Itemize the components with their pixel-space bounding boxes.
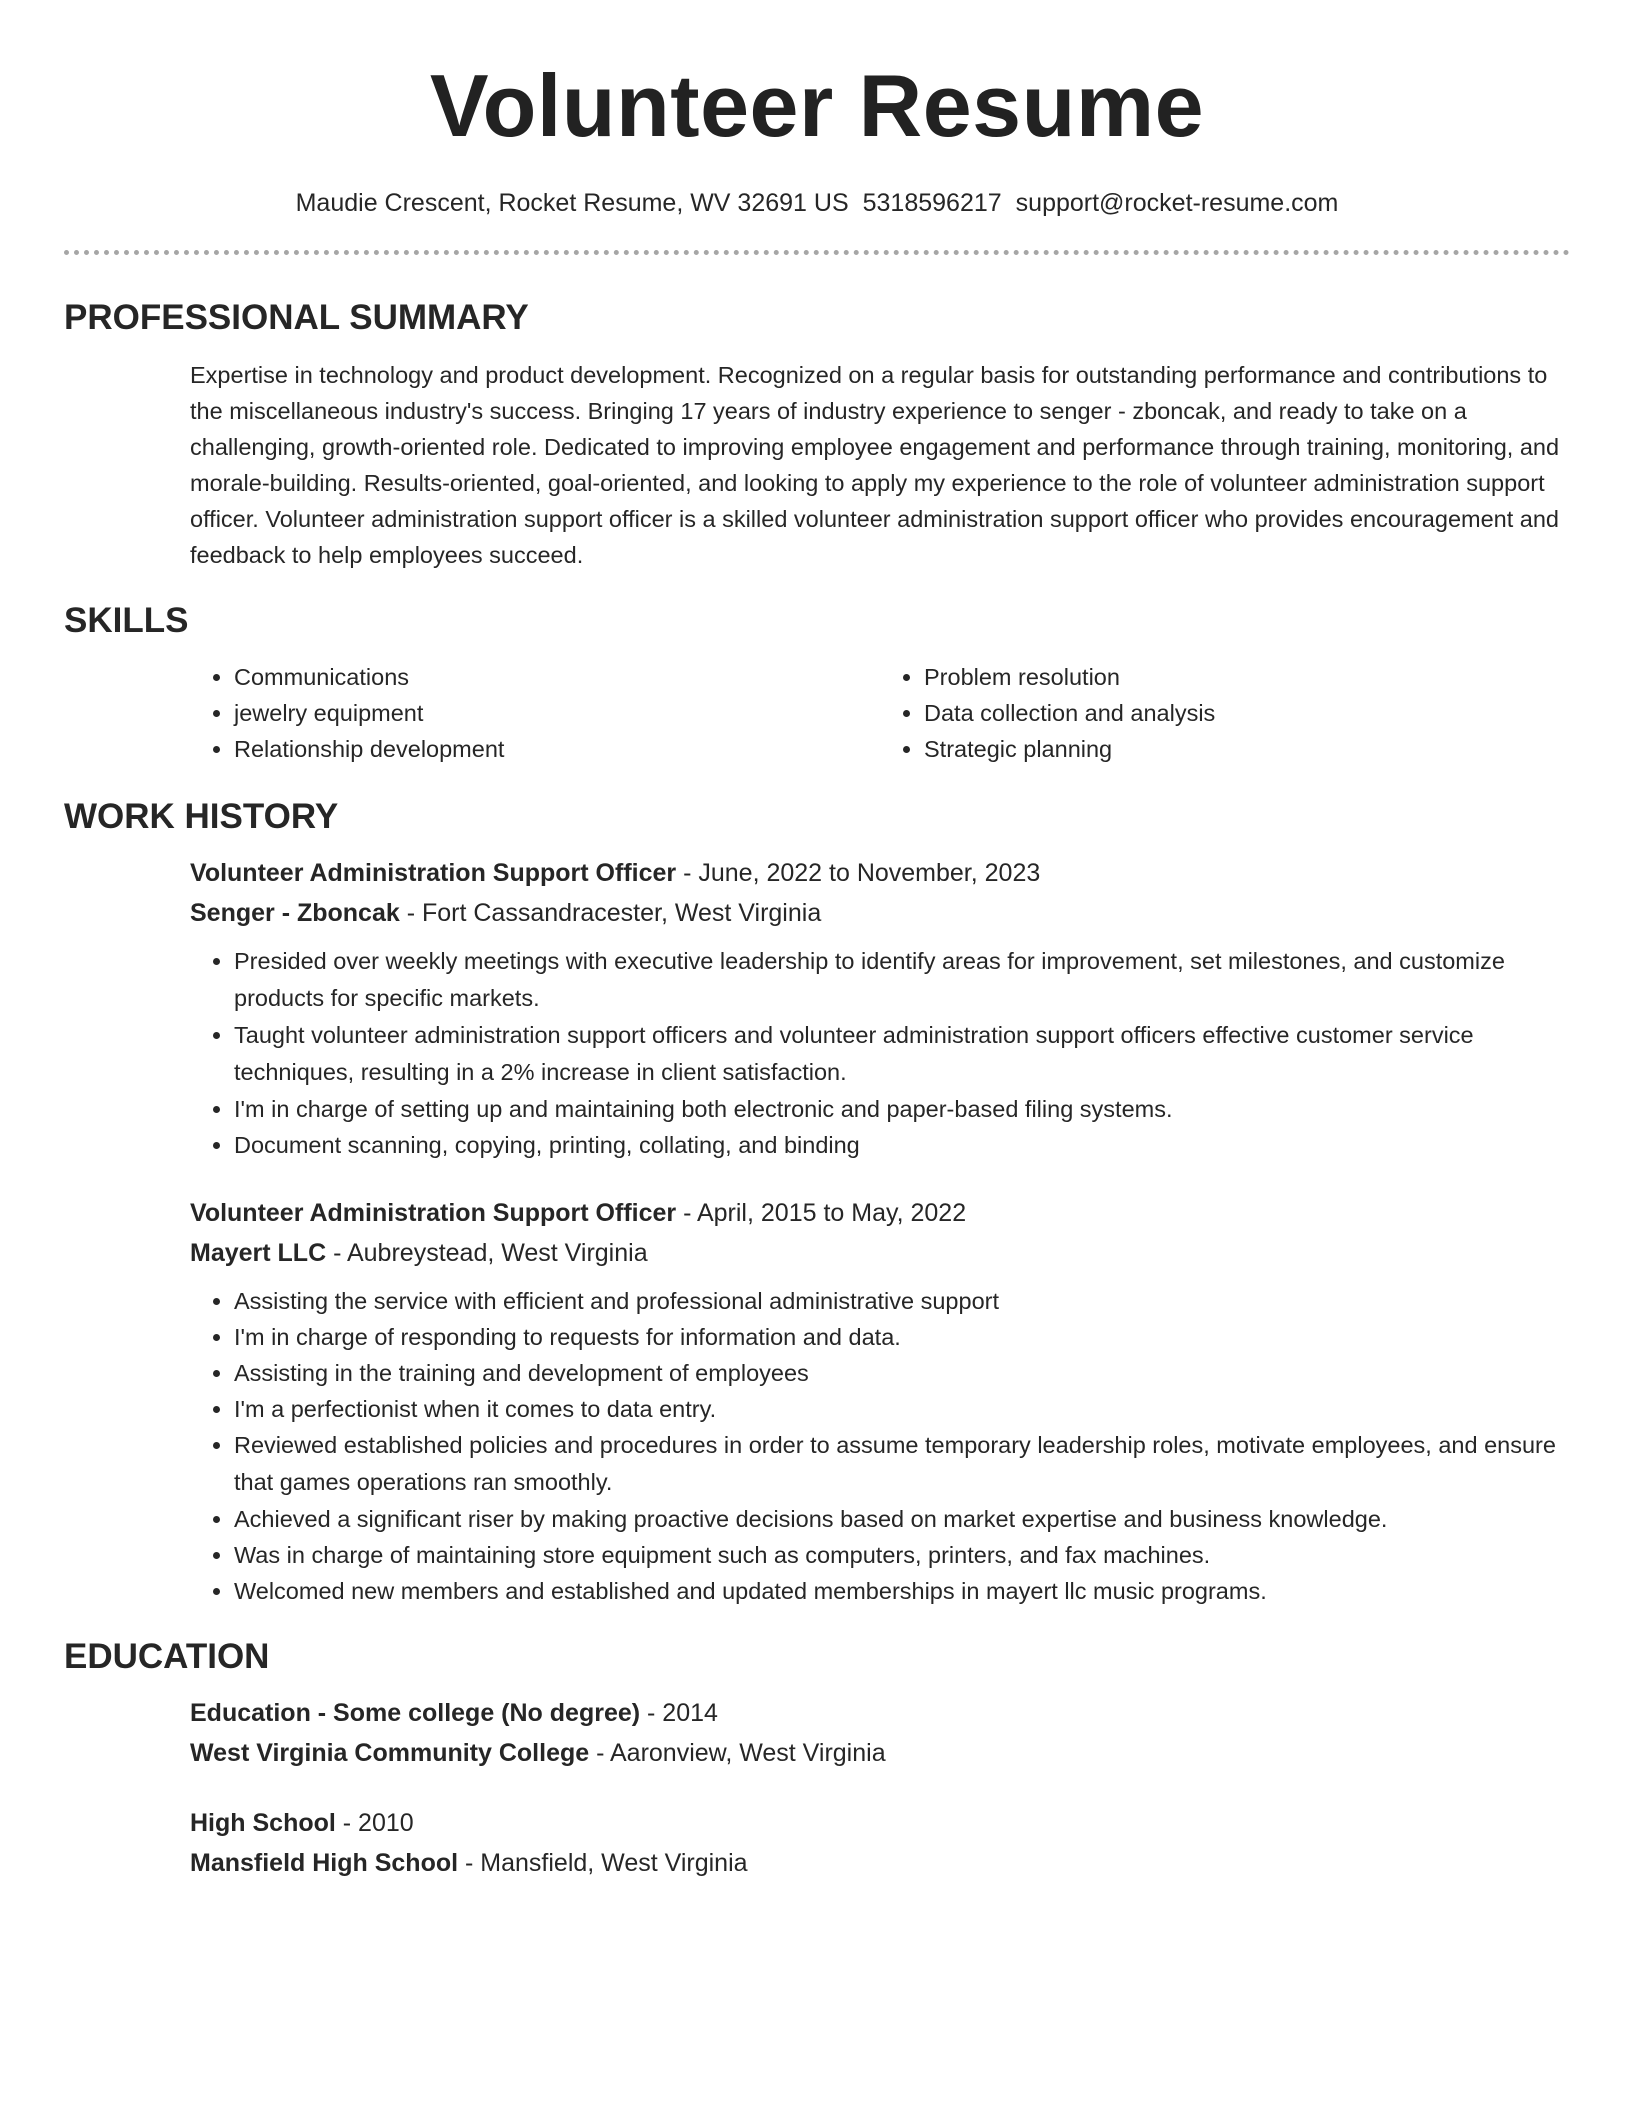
job-bullet: • I'm in charge of setting up and maintaining both electronic and paper-based filing systems. (234, 1091, 1570, 1127)
job-bullets (190, 943, 1570, 1163)
education-degree-line (190, 1693, 1570, 1733)
skill-item: • jewelry equipment (234, 695, 880, 731)
education-year: - 2010 (335, 1809, 414, 1837)
education-location: - Mansfield, West Virginia (458, 1849, 748, 1877)
phone-text: 5318596217 (862, 189, 1002, 217)
job-bullet: • Achieved a significant riser by making proactive decisions based on market expertise and business knowledge. (234, 1501, 1570, 1537)
education-degree: High School (190, 1809, 336, 1837)
education-entry (190, 1803, 1570, 1883)
education-year: - 2014 (640, 1699, 718, 1727)
job-title: Volunteer Administration Support Officer (190, 859, 677, 887)
summary-text: Expertise in technology and product development. Recognized on a regular basis for outstanding performance and contributions to the miscellaneous industry's success. Bringing 17 years of industry experience to senger - zboncak, and ready to take on a challenging, growth-oriented role. Dedicated to improving employee engagement and performance through training, monitoring, and morale-building. Results-oriented, goal-oriented, and looking to apply my experience to the role of volunteer administration support officer. Volunteer administration support officer is a skilled volunteer administration support officer who provides encouragement and feedback to help employees succeed. (190, 362, 1560, 568)
skill-item: • Relationship development (234, 731, 880, 767)
job-bullet: • Reviewed established policies and procedures in order to assume temporary leadership roles, motivate employees, and ensure that games operations ran smoothly. (234, 1427, 1570, 1501)
job-bullet: • I'm a perfectionist when it comes to data entry. (234, 1391, 1570, 1427)
header-divider (64, 250, 1570, 255)
summary-heading: PROFESSIONAL SUMMARY (64, 298, 529, 337)
job-bullet: • Taught volunteer administration support officers and volunteer administration support officers effective customer service techniques, resulting in a 2% increase in client satisfaction. (234, 1017, 1570, 1091)
job-company-line (190, 1233, 1570, 1273)
job-bullet: • Assisting the service with efficient and professional administrative support (234, 1283, 1570, 1319)
education-entry (190, 1693, 1570, 1773)
job-dates: - June, 2022 to November, 2023 (676, 859, 1041, 887)
skill-item: • Problem resolution (924, 659, 1570, 695)
job-entry (190, 853, 1570, 1163)
job-title: Volunteer Administration Support Officer (190, 1199, 677, 1227)
email-text: support@rocket-resume.com (1015, 189, 1339, 217)
resume-title: Volunteer Resume (429, 56, 1205, 155)
skill-item: • Data collection and analysis (924, 695, 1570, 731)
education-degree: Education - Some college (No degree) (190, 1699, 641, 1727)
job-bullet: • Presided over weekly meetings with executive leadership to identify areas for improvement, set milestones, and customize products for specific markets. (234, 943, 1570, 1017)
job-bullet: • Assisting in the training and development of employees (234, 1355, 1570, 1391)
education-school-line (190, 1733, 1570, 1773)
skills-heading: SKILLS (64, 601, 189, 640)
job-dates: - April, 2015 to May, 2022 (676, 1199, 967, 1227)
education-location: - Aaronview, West Virginia (589, 1739, 886, 1767)
skill-item: • Strategic planning (924, 731, 1570, 767)
job-company: Mayert LLC (190, 1239, 327, 1267)
job-company: Senger - Zboncak (190, 899, 400, 927)
job-title-line (190, 853, 1570, 893)
skills-section (190, 659, 1570, 767)
skill-item: • Communications (234, 659, 880, 695)
job-title-line (190, 1193, 1570, 1233)
resume-page (64, 0, 1570, 1883)
education-heading: EDUCATION (64, 1637, 270, 1676)
education-degree-line (190, 1803, 1570, 1843)
skills-list-right (880, 659, 1570, 767)
education-school: West Virginia Community College (190, 1739, 590, 1767)
job-bullets (190, 1283, 1570, 1609)
address-text: Maudie Crescent, Rocket Resume, WV 32691 US (295, 189, 849, 217)
work-heading: WORK HISTORY (64, 797, 339, 836)
education-school-line (190, 1843, 1570, 1883)
job-location: - Aubreystead, West Virginia (326, 1239, 648, 1267)
job-location: - Fort Cassandracester, West Virginia (399, 899, 822, 927)
education-school: Mansfield High School (190, 1849, 459, 1877)
job-entry (190, 1193, 1570, 1609)
skills-list-left (190, 659, 880, 767)
job-bullet: • Document scanning, copying, printing, collating, and binding (234, 1127, 1570, 1163)
job-company-line (190, 893, 1570, 933)
job-bullet: • Welcomed new members and established and updated memberships in mayert llc music programs. (234, 1573, 1570, 1609)
summary-section (190, 357, 1570, 573)
job-bullet: • I'm in charge of responding to requests for information and data. (234, 1319, 1570, 1355)
contact-line (64, 186, 1570, 220)
job-bullet: • Was in charge of maintaining store equipment such as computers, printers, and fax machines. (234, 1537, 1570, 1573)
